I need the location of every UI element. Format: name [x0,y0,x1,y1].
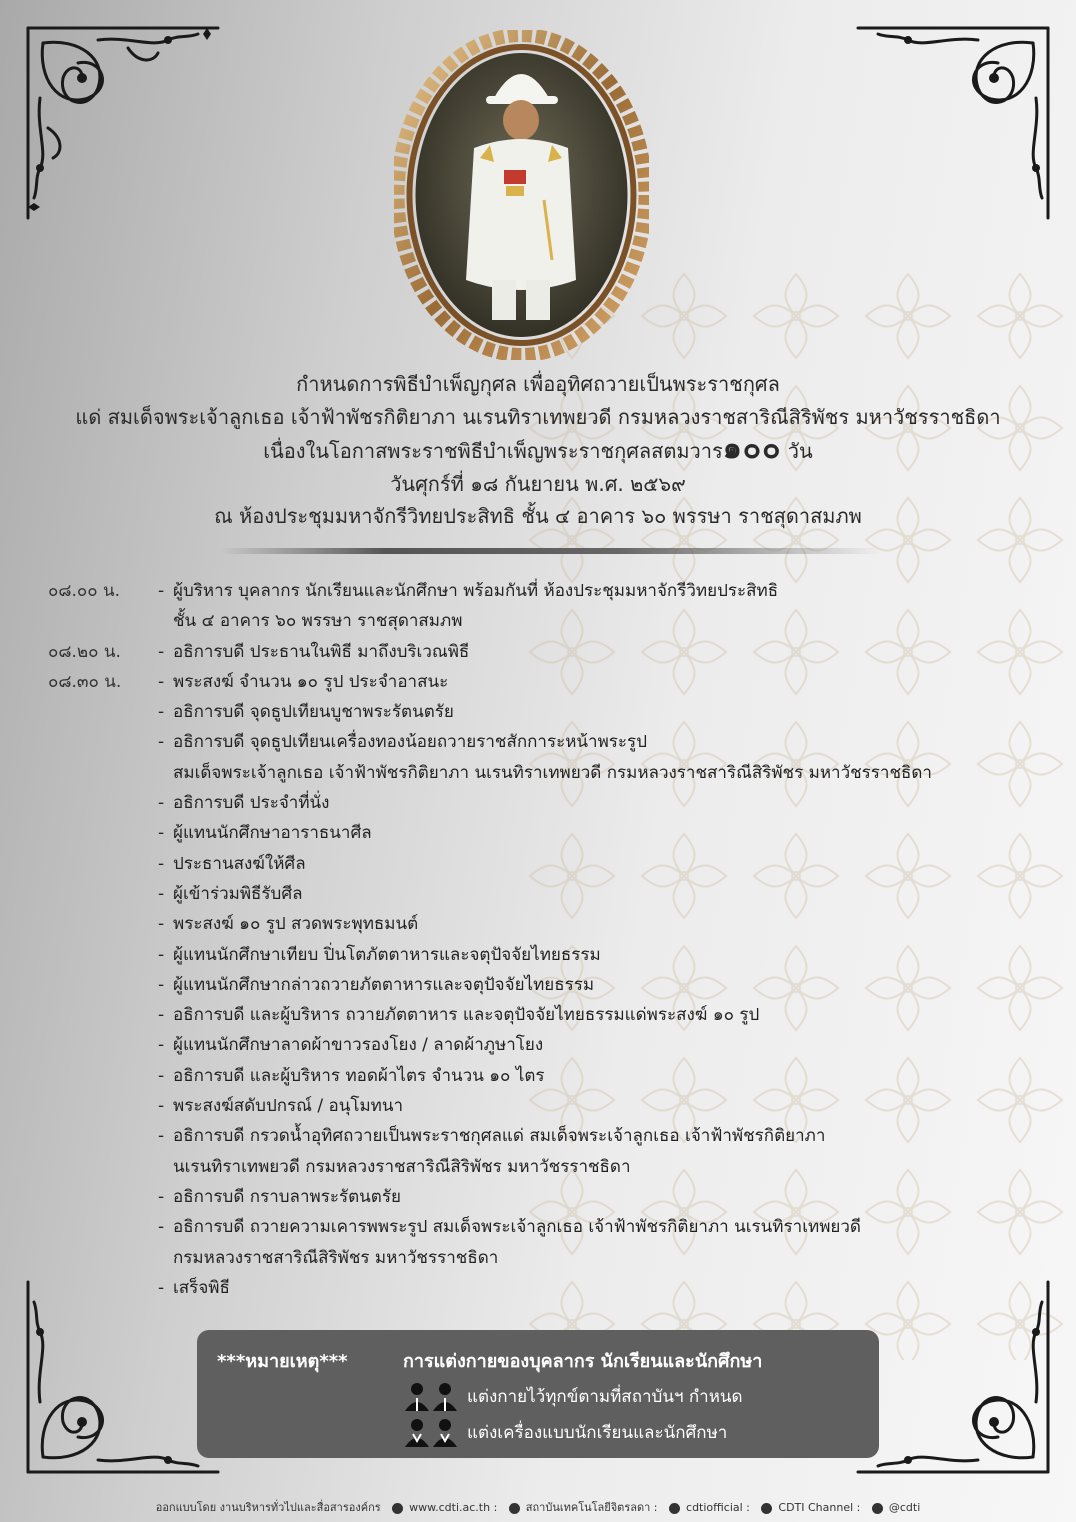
schedule-text: อธิการบดี จุดธูปเทียนบูชาพระรัตนตรัย [173,702,454,723]
schedule-row [0,1273,1076,1303]
schedule-row [0,940,1076,970]
schedule-bullet: - [158,883,165,904]
schedule-text: ผู้บริหาร บุคลากร นักเรียนและนักศึกษา พร้อมกันที่ ห้องประชุมมหาจักรีวิทยประสิทธิ [173,581,779,601]
schedule-row [0,849,1076,879]
hundred-day-number: ๑๐๐ [722,431,782,466]
schedule-text: ประธานสงฆ์ให้ศีล [173,853,306,874]
royal-portrait [394,30,649,360]
schedule-bullet: - [158,823,165,844]
schedule-row [0,1091,1076,1121]
schedule-text: ผู้แทนนักศึกษาลาดผ้าขาวรองโยง / ลาดผ้าภูษาโยง [173,1035,544,1056]
schedule-text: อธิการบดี กราบลาพระรัตนตรัย [173,1186,401,1207]
schedule-time: ๐๘.๒๐ น. [48,641,121,662]
schedule-text: อธิการบดี ประจำที่นั่ง [173,793,330,814]
schedule-row [0,1243,1076,1273]
schedule-text: กรมหลวงราชสาริณีสิริพัชร มหาวัชรราชธิดา [173,1247,499,1268]
schedule-row [0,1061,1076,1091]
schedule-row [0,727,1076,757]
note-label: ***หมายเหตุ*** [217,1351,348,1372]
schedule-bullet: - [158,671,165,692]
note-title: การแต่งกายของบุคลากร นักเรียนและนักศึกษา [403,1351,763,1372]
staff-attire-icon [403,1381,459,1411]
footer-bar [0,1498,1076,1516]
schedule-time: ๐๘.๐๐ น. [48,581,121,601]
schedule-text: นเรนทิราเทพยวดี กรมหลวงราชสาริณีสิริพัชร มหาวัชรราชธิดา [173,1156,631,1177]
schedule-bullet: - [158,944,165,965]
schedule-text: อธิการบดี ประธานในพิธี มาถึงบริเวณพิธี [173,641,470,662]
footer-social-link[interactable]: cdtiofficial : [686,1501,750,1514]
schedule-list [0,576,1076,1303]
schedule-bullet: - [158,641,165,662]
schedule-row [0,970,1076,1000]
note-item-student-text: แต่งเครื่องแบบนักเรียนและนักศึกษา [467,1422,728,1443]
schedule-bullet: - [158,702,165,723]
schedule-bullet: - [158,853,165,874]
title-line-1: กำหนดการพิธีบำเพ็ญกุศล เพื่ออุทิศถวายเป็นพระราชกุศล [296,372,780,396]
corner-ornament-top-right [848,18,1058,228]
schedule-text: ผู้แทนนักศึกษากล่าวถวายภัตตาหารและจตุปัจจัยไทยธรรม [173,974,595,995]
schedule-row [0,1212,1076,1242]
schedule-text: อธิการบดี จุดธูปเทียนเครื่องทองน้อยถวายราชสักการะหน้าพระรูป [173,732,647,753]
web-icon [392,1503,403,1514]
schedule-row [0,758,1076,788]
schedule-row [0,1030,1076,1060]
schedule-text: อธิการบดี และผู้บริหาร ทอดผ้าไตร จำนวน ๑๐ ไตร [173,1065,545,1086]
schedule-row [0,1182,1076,1212]
schedule-text: ผู้เข้าร่วมพิธีรับศีล [173,883,303,904]
schedule-bullet: - [158,1035,165,1056]
schedule-bullet: - [158,1126,165,1147]
facebook-icon [509,1503,520,1514]
footer-youtube-link[interactable]: CDTI Channel : [778,1501,861,1514]
schedule-text: อธิการบดี กรวดน้ำอุทิศถวายเป็นพระราชกุศลแด่ สมเด็จพระเจ้าลูกเธอ เจ้าฟ้าพัชรกิติยาภา [173,1126,826,1147]
schedule-text: พระสงฆ์ จำนวน ๑๐ รูป ประจำอาสนะ [173,671,449,692]
corner-ornament-bottom-right [848,1272,1058,1482]
schedule-bullet: - [158,914,165,935]
schedule-row [0,818,1076,848]
schedule-bullet: - [158,1186,165,1207]
title-line-3 [0,433,1076,468]
schedule-row [0,1152,1076,1182]
schedule-row [0,1000,1076,1030]
schedule-text: อธิการบดี ถวายความเคารพพระรูป สมเด็จพระเจ้าลูกเธอ เจ้าฟ้าพัชรกิติยาภา นเรนทิราเทพยวดี [173,1217,861,1238]
schedule-bullet: - [158,581,165,601]
schedule-row [0,606,1076,636]
schedule-row [0,788,1076,818]
threads-icon [872,1503,883,1514]
schedule-text: เสร็จพิธี [173,1277,230,1298]
corner-ornament-top-left [18,18,228,228]
title-line-3-suffix: วัน [787,439,813,463]
schedule-text: ผู้แทนนักศึกษาเทียบ ปิ่นโตภัตตาหารและจตุปัจจัยไทยธรรม [173,944,601,965]
schedule-bullet: - [158,732,165,753]
schedule-bullet: - [158,1277,165,1298]
student-uniform-icon [403,1417,459,1447]
schedule-text: พระสงฆ์สดับปกรณ์ / อนุโมทนา [173,1096,404,1117]
title-date: วันศุกร์ที่ ๑๘ กันยายน พ.ศ. ๒๕๖๙ [390,471,686,496]
social-icons [669,1503,680,1514]
schedule-text: พระสงฆ์ ๑๐ รูป สวดพระพุทธมนต์ [173,914,419,935]
note-item-staff-text: แต่งกายไว้ทุกข์ตามที่สถาบันฯ กำหนด [467,1386,743,1407]
schedule-text: สมเด็จพระเจ้าลูกเธอ เจ้าฟ้าพัชรกิติยาภา นเรนทิราเทพยวดี กรมหลวงราชสาริณีสิริพัชร มหาวัชรราชธิดา [173,762,932,783]
schedule-bullet: - [158,1096,165,1117]
footer-facebook-link[interactable]: สถาบันเทคโนโลยีจิตรลดา : [525,1501,658,1514]
footer-website-link[interactable]: www.cdti.ac.th : [409,1501,498,1514]
dress-code-note [197,1330,879,1458]
ceremony-title [0,368,1076,533]
youtube-icon [761,1503,772,1514]
title-divider [220,548,882,554]
title-venue: ณ ห้องประชุมมหาจักรีวิทยประสิทธิ ชั้น ๔ อาคาร ๖๐ พรรษา ราชสุดาสมภพ [214,504,862,528]
schedule-row [0,1121,1076,1151]
schedule-text: อธิการบดี และผู้บริหาร ถวายภัตตาหาร และจตุปัจจัยไทยธรรมแด่พระสงฆ์ ๑๐ รูป [173,1005,760,1026]
schedule-row [0,909,1076,939]
schedule-row [0,637,1076,667]
schedule-row [0,576,1076,606]
title-line-3-prefix: เนื่องในโอกาสพระราชพิธีบำเพ็ญพระราชกุศลสตมวาร [263,439,723,463]
schedule-bullet: - [158,1217,165,1238]
schedule-time: ๐๘.๓๐ น. [48,671,122,692]
schedule-bullet: - [158,974,165,995]
schedule-row [0,697,1076,727]
schedule-text: ผู้แทนนักศึกษาอาราธนาศีล [173,823,372,844]
note-item-staff [403,1380,743,1412]
schedule-bullet: - [158,1005,165,1026]
footer-handle-link[interactable]: @cdti [888,1501,921,1514]
title-line-2: แด่ สมเด็จพระเจ้าลูกเธอ เจ้าฟ้าพัชรกิติยาภา นเรนทิราเทพยวดี กรมหลวงราชสาริณีสิริพัชร มหาวัชรราชธิดา [75,404,1001,429]
schedule-text: ชั้น ๔ อาคาร ๖๐ พรรษา ราชสุดาสมภพ [173,611,463,632]
note-item-student [403,1416,727,1448]
schedule-row [0,879,1076,909]
schedule-row [0,667,1076,697]
schedule-bullet: - [158,1065,165,1086]
footer-designer: ออกแบบโดย งานบริหารทั่วไปและสื่อสารองค์กร [155,1501,381,1514]
schedule-bullet: - [158,793,165,814]
